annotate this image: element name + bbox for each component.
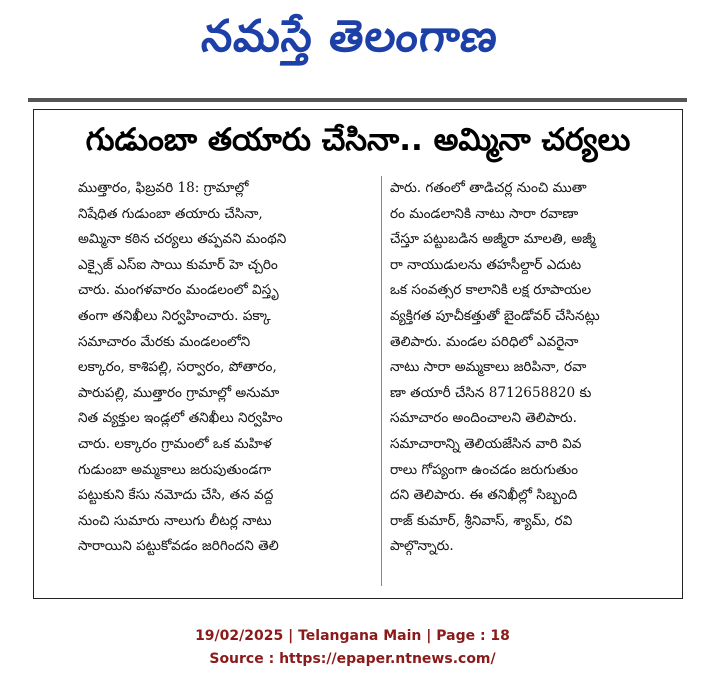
article-line: పారుపల్లి, ముత్తారం గ్రామాల్లో అనుమా <box>78 384 280 401</box>
article-line: పారు. గతంలో తాడిచర్ల నుంచి ముతా <box>390 180 587 196</box>
article-clipping <box>33 109 683 599</box>
article-column-left <box>78 176 374 560</box>
article-line: ణా తయారీ చేసిన 8712658820 కు <box>390 384 592 401</box>
article-line: రాజ్ కుమార్, శ్రీనివాస్, శ్యామ్, రవి <box>390 512 573 529</box>
article-line: చారు. లక్కారం గ్రామంలో ఒక మహిళ <box>78 435 272 452</box>
article-line: పాల్గొన్నారు. <box>390 538 454 555</box>
footer-date-page: 19/02/2025 | Telangana Main | Page : 18 <box>195 628 510 644</box>
article-line: గుడుంబా అమ్మకాలు జరుపుతుండగా <box>78 461 272 478</box>
article-line: నిషేధిత గుడుంబా తయారు చేసినా, <box>78 205 263 222</box>
article-line: సారాయిని పట్టుకోవడం జరిగిందని తెలి <box>78 538 279 555</box>
article-line: ముత్తారం, ఫిబ్రవరి 18: గ్రామాల్లో <box>78 180 249 196</box>
article-line: నుంచి సుమారు నాలుగు లీటర్ల నాటు <box>78 512 272 529</box>
article-line: నిత వ్యక్తుల ఇండ్లలో తనిఖీలు నిర్వహిం <box>78 410 283 427</box>
article-line: దని తెలిపారు. ఈ తనిఖీల్లో సిబ్బంది <box>390 487 578 504</box>
newspaper-masthead <box>120 6 580 68</box>
article-line: రం మండలానికి నాటు సారా రవాణా <box>390 205 579 222</box>
article-line: రాలు గోప్యంగా ఉంచడం జరుగుతుం <box>390 461 579 478</box>
article-line: తెలిపారు. మండల పరిధిలో ఎవరైనా <box>390 333 579 350</box>
article-line: సమాచారం మేరకు మండలంలోని <box>78 333 251 350</box>
article-line: చారు. మంగళవారం మండలంలో విస్తృ <box>78 282 279 299</box>
article-line: చేస్తూ పట్టుబడిన అజ్మీరా మాలతి, అజ్మీ <box>390 231 596 248</box>
article-line: లక్కారం, కాశిపల్లి, సర్వారం, పోతారం, <box>78 359 277 376</box>
article-line: ఎక్సైజ్ ఎస్ఐ సాయి కుమార్ హె చ్చరిం <box>78 256 278 273</box>
article-line: రా నాయుడులను తహసీల్దార్ ఎదుట <box>390 256 582 273</box>
article-line: సమాచారాన్ని తెలియజేసిన వారి వివ <box>390 435 582 452</box>
article-line: సమాచారం అందించాలని తెలిపారు. <box>390 410 577 427</box>
article-line: అమ్మినా కఠిన చర్యలు తప్పవని మంథని <box>78 231 287 248</box>
article-line: తంగా తనిఖీలు నిర్వహించారు. పక్కా <box>78 307 271 324</box>
article-line: వ్యక్తిగత పూచీకత్తుతో బైండోవర్ చేసినట్లు <box>390 307 600 324</box>
article-headline: గుడుంబా తయారు చేసినా.. అమ్మినా చర్యలు <box>85 122 631 158</box>
article-line: పట్టుకుని కేసు నమోదు చేసి, తన వద్ద <box>78 487 274 504</box>
masthead-divider <box>28 98 687 102</box>
column-divider <box>381 176 382 586</box>
article-column-right <box>390 176 672 560</box>
article-line: నాటు సారా అమ్మకాలు జరిపినా, రవా <box>390 359 587 376</box>
masthead-title: నమస్తే తెలంగాణ <box>199 11 501 62</box>
footer-source: Source : https://epaper.ntnews.com/ <box>209 651 496 667</box>
article-line: ఒక సంవత్సర కాలానికి లక్ష రూపాయల <box>390 282 592 299</box>
